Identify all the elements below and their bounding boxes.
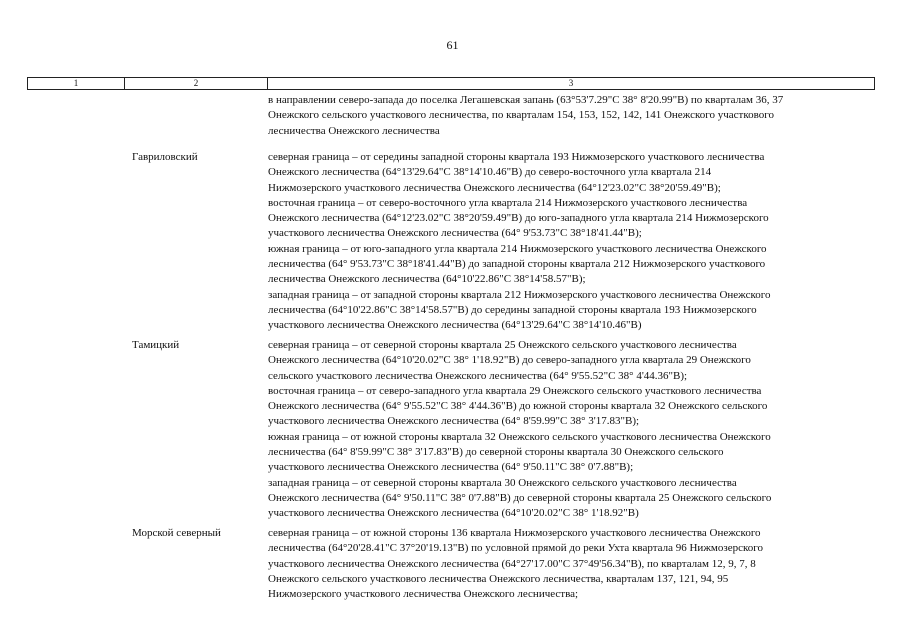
boundary-description (268, 338, 771, 522)
boundary-description (268, 150, 771, 334)
boundary-description-line: восточная граница – от северо-восточного угла квартала 214 Нижмозерского участкового лесничества (268, 196, 748, 209)
boundary-description (268, 526, 763, 602)
boundary-description-line: северная граница – от южной стороны 136 квартала Нижмозерского участкового лесничества Онежского (268, 527, 761, 539)
boundary-description-line: Онежского лесничества (64°13'29.64"С 38°14'10.46"В) до северо-восточного угла квартала 214 (268, 166, 712, 179)
territory-name: Гавриловский (132, 151, 198, 163)
boundary-description-line: Онежского лесничества (64° 9'50.11"С 38° 0'7.88"В) до северной стороны квартала 25 Онежского сельского (268, 491, 772, 504)
boundary-description-line: Онежского лесничества (64°10'20.02"С 38° 1'18.92"В) до северо-западного угла квартала 29 Онежского (268, 354, 751, 367)
boundary-description-line: участкового лесничества Онежского лесничества (64°10'20.02"С 38° 1'18.92"В) (268, 507, 639, 520)
column-header-2: 2 (125, 78, 268, 89)
boundary-description-line: лесничества Онежского лесничества (64°10'22.86"С 38°14'58.57"В); (268, 273, 586, 286)
boundary-description-line: Нижмозерского участкового лесничества Онежского лесничества; (268, 588, 579, 601)
boundary-description-line: северная граница – от северной стороны квартала 25 Онежского сельского участкового лесничества (268, 339, 737, 351)
boundary-description-line: лесничества (64° 8'59.99"С 38° 3'17.83"В) до северной стороны квартала 30 Онежского сельского (268, 446, 724, 459)
boundary-description-line: участкового лесничества Онежского лесничества (64° 9'50.11"С 38° 0'7.88"В); (268, 461, 634, 474)
boundary-description-line: сельского участкового лесничества Онежского лесничества (64° 9'55.52"С 38° 4'44.36"В); (268, 369, 688, 382)
boundary-description-line: Онежского сельского участкового лесничества, по кварталам 154, 153, 152, 142, 141 Онежского участкового (268, 109, 774, 122)
boundary-description-line: южная граница – от юго-западного угла квартала 214 Нижмозерского участкового лесничества Онежского (268, 242, 767, 255)
table-column-headers (27, 77, 875, 90)
boundary-description-line: Онежского лесничества (64° 9'55.52"С 38° 4'44.36"В) до южной стороны квартала 32 Онежского сельского (268, 400, 768, 413)
boundary-description-line: западная граница – от западной стороны квартала 212 Нижмозерского участкового лесничества Онежского (268, 288, 771, 301)
boundary-description-line: Нижмозерского участкового лесничества Онежского лесничества (64°12'23.02"С 38°20'59.49"В); (268, 181, 721, 194)
boundary-description-line: западная граница – от северной стороны квартала 30 Онежского сельского участкового лесничества (268, 476, 737, 489)
boundary-description-line: лесничества Онежского лесничества (268, 124, 440, 137)
boundary-description-line: лесничества (64° 9'53.73"С 38°18'41.44"В) до западной стороны квартала 212 Нижмозерского участкового (268, 258, 766, 271)
boundary-description-line: участкового лесничества Онежского лесничества (64°27'17.00"С 37°49'56.34"В), по кварталам 12, 9, 7, 8 (268, 557, 756, 570)
boundary-description-line: Онежского лесничества (64°12'23.02"С 38°20'59.49"В) до юго-западного угла квартала 214 Нижмозерского (268, 212, 769, 225)
territory-name: Тамицкий (132, 339, 180, 351)
boundary-description-line: участкового лесничества Онежского лесничества (64°13'29.64"С 38°14'10.46"В) (268, 319, 642, 332)
column-header-3: 3 (568, 78, 574, 88)
territory-name: Морской северный (132, 527, 221, 539)
boundary-description-line: участкового лесничества Онежского лесничества (64° 9'53.73"С 38°18'41.44"В); (268, 227, 642, 240)
boundary-description-line: восточная граница – от северо-западного угла квартала 29 Онежского сельского участкового лесничества (268, 384, 762, 397)
boundary-description-line: участкового лесничества Онежского лесничества (64° 8'59.99"С 38° 3'17.83"В); (268, 415, 640, 428)
boundary-description-line: южная граница – от южной стороны квартала 32 Онежского сельского участкового лесничества Онежского (268, 430, 771, 443)
boundary-description-line: Онежского сельского участкового лесничества Онежского лесничества, кварталам 137, 121, 94, 95 (268, 572, 729, 585)
boundary-description-line: в направлении северо-запада до поселка Легашевская запань (63°53'7.29"С 38° 8'20.99"В) по кварталам 36, 37 (268, 94, 784, 106)
boundary-description-line: северная граница – от середины западной стороны квартала 193 Нижмозерского участкового лесничества (268, 151, 765, 163)
boundary-description (268, 93, 783, 139)
page-number: 61 (446, 38, 459, 52)
column-header-1: 1 (28, 78, 125, 89)
boundary-description-line: лесничества (64°20'28.41"С 37°20'19.13"В) по условной прямой до реки Ухта квартала 96 Нижмозерского (268, 542, 764, 555)
boundary-description-line: лесничества (64°10'22.86"С 38°14'58.57"В) до середины западной стороны квартала 193 Нижмозерского (268, 303, 757, 316)
